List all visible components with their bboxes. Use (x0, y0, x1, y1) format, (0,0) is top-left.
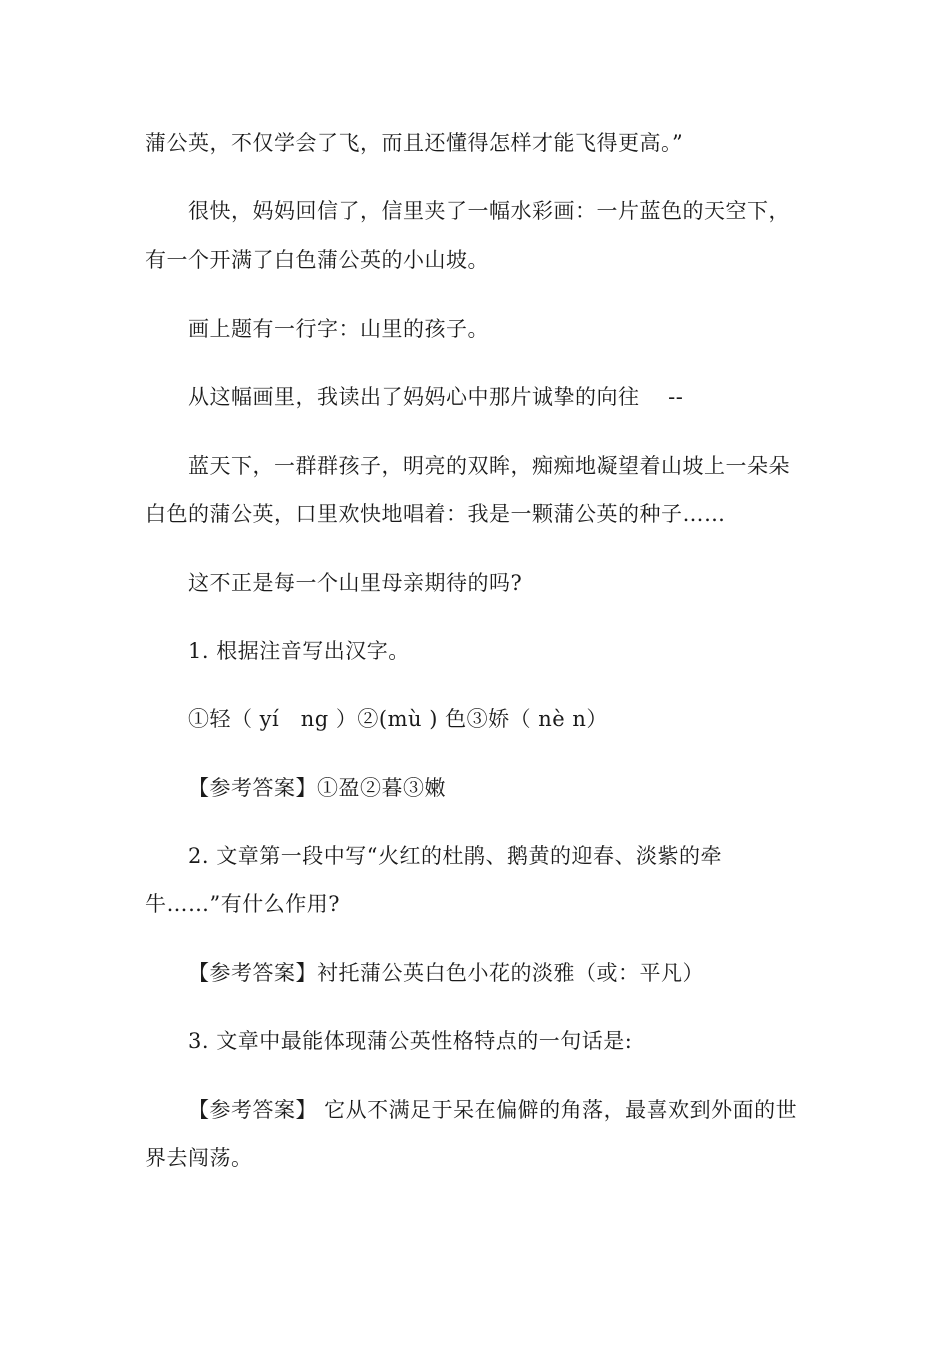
paragraph-line-5: 从这幅画里，我读出了妈妈心中那片诚挚的向往 -- (188, 385, 684, 409)
paragraph-line-4: 画上题有一行字：山里的孩子。 (188, 317, 489, 341)
question-1: 1. 根据注音写出汉字。 (188, 639, 410, 663)
answer-2: 【参考答案】衬托蒲公英白色小花的淡雅（或：平凡） (188, 961, 704, 985)
paragraph-line-8: 这不正是每一个山里母亲期待的吗? (188, 571, 523, 595)
paragraph-line-1: 蒲公英，不仅学会了飞，而且还懂得怎样才能飞得更高。” (145, 131, 684, 155)
question-1-pinyin: ①轻（ yí ng ）②(mù ) 色③娇（ nè n） (188, 707, 608, 731)
paragraph-line-7: 白色的蒲公英，口里欢快地唱着：我是一颗蒲公英的种子…… (145, 502, 726, 526)
question-2: 2. 文章第一段中写“火红的杜鹃、鹅黄的迎春、淡紫的牵 (188, 844, 722, 868)
paragraph-line-3: 有一个开满了白色蒲公英的小山坡。 (145, 248, 489, 272)
answer-1: 【参考答案】①盈②暮③嫩 (188, 776, 446, 800)
paragraph-line-6: 蓝天下，一群群孩子，明亮的双眸，痴痴地凝望着山坡上一朵朵 (188, 454, 790, 478)
answer-3: 【参考答案】 它从不满足于呆在偏僻的角落，最喜欢到外面的世 (188, 1098, 798, 1122)
question-3: 3. 文章中最能体现蒲公英性格特点的一句话是: (188, 1029, 633, 1053)
answer-3-cont: 界去闯荡。 (145, 1146, 253, 1170)
paragraph-line-2: 很快，妈妈回信了，信里夹了一幅水彩画：一片蓝色的天空下， (188, 199, 790, 223)
question-2-cont: 牛……”有什么作用? (145, 892, 340, 916)
